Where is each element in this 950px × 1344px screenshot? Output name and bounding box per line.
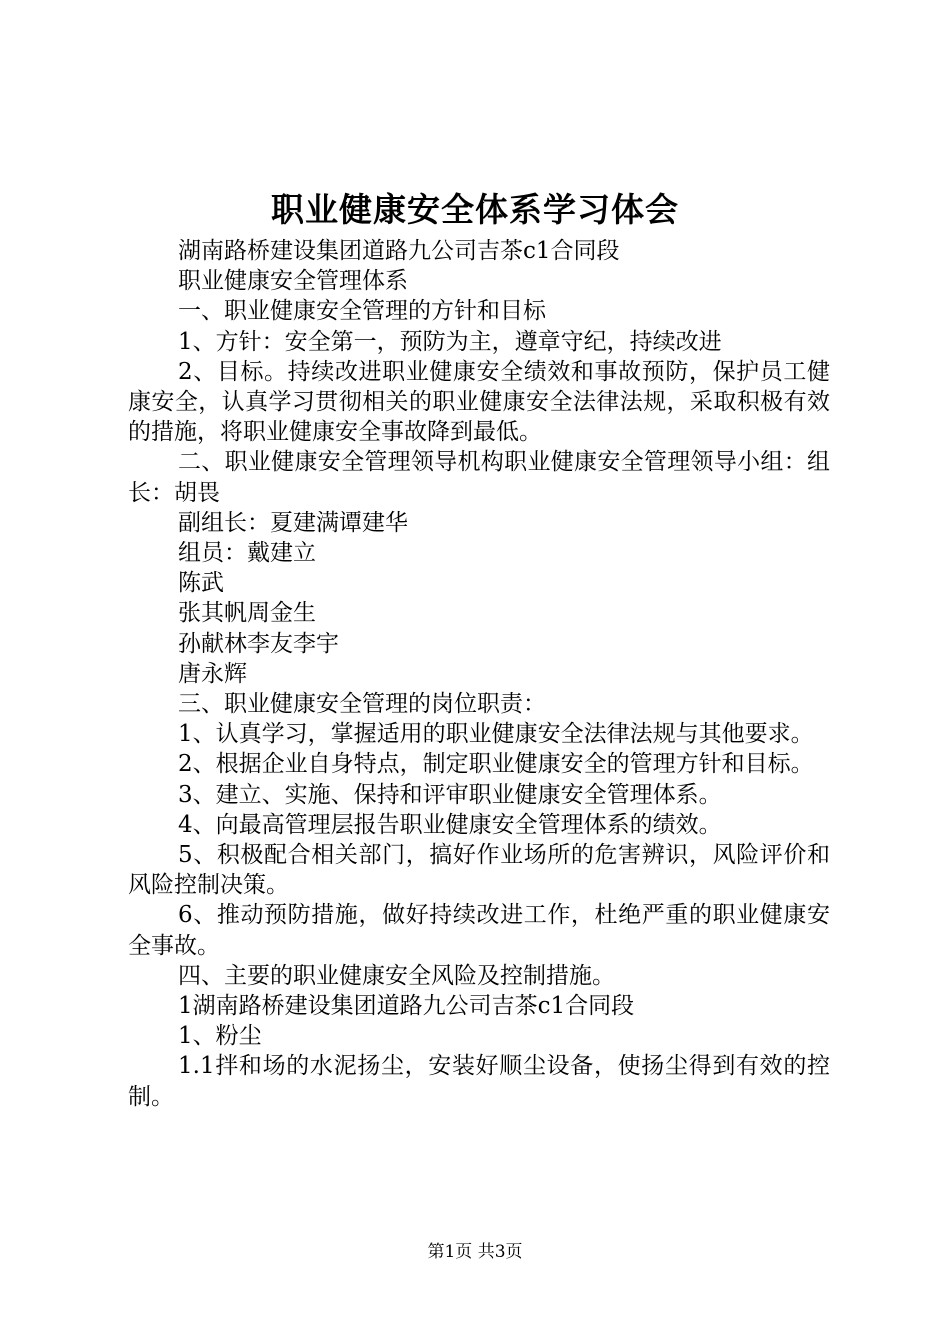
paragraph: 4、向最高管理层报告职业健康安全管理体系的绩效。: [178, 811, 722, 838]
paragraph: 1.1拌和场的水泥扬尘，安装好顺尘设备，使扬尘得到有效的控制。: [128, 1053, 830, 1110]
paragraph: 6、推动预防措施，做好持续改进工作，杜绝严重的职业健康安全事故。: [128, 902, 830, 959]
paragraph: 一、职业健康安全管理的方针和目标: [178, 298, 546, 325]
paragraph: 湖南路桥建设集团道路九公司吉茶c1合同段: [178, 238, 620, 264]
paragraph: 张其帆周金生: [178, 600, 316, 627]
page-number-footer: 第1页 共3页: [427, 1242, 523, 1262]
paragraph: 1、认真学习，掌握适用的职业健康安全法律法规与其他要求。: [178, 721, 814, 748]
paragraph: 1、方针：安全第一，预防为主，遵章守纪，持续改进: [178, 328, 722, 355]
paragraph: 三、职业健康安全管理的岗位职责：: [178, 691, 546, 718]
paragraph: 陈武: [178, 570, 224, 597]
paragraph: 四、主要的职业健康安全风险及控制措施。: [178, 962, 615, 989]
paragraph: 2、根据企业自身特点，制定职业健康安全的管理方针和目标。: [178, 751, 814, 778]
paragraph: 唐永辉: [178, 660, 247, 687]
document-body: [128, 236, 830, 1112]
paragraph: 5、积极配合相关部门，搞好作业场所的危害辨识，风险评价和风险控制决策。: [128, 842, 830, 899]
paragraph: 副组长：夏建满谭建华: [178, 509, 408, 536]
paragraph: 孙献林李友李宇: [178, 630, 339, 657]
paragraph: 职业健康安全管理体系: [178, 268, 408, 295]
document-title: 职业健康安全体系学习体会: [271, 190, 679, 229]
paragraph: 二、职业健康安全管理领导机构职业健康安全管理领导小组：组长：胡畏: [128, 449, 830, 506]
paragraph: 1、粉尘: [178, 1023, 262, 1050]
paragraph: 3、建立、实施、保持和评审职业健康安全管理体系。: [178, 781, 722, 808]
paragraph: 1湖南路桥建设集团道路九公司吉茶c1合同段: [178, 993, 635, 1020]
paragraph: 2、目标。持续改进职业健康安全绩效和事故预防，保护员工健康安全，认真学习贯彻相关的职业健康安全法律法规，采取积极有效的措施，将职业健康安全事故降到最低。: [128, 358, 830, 446]
paragraph: 组员：戴建立: [178, 540, 316, 567]
